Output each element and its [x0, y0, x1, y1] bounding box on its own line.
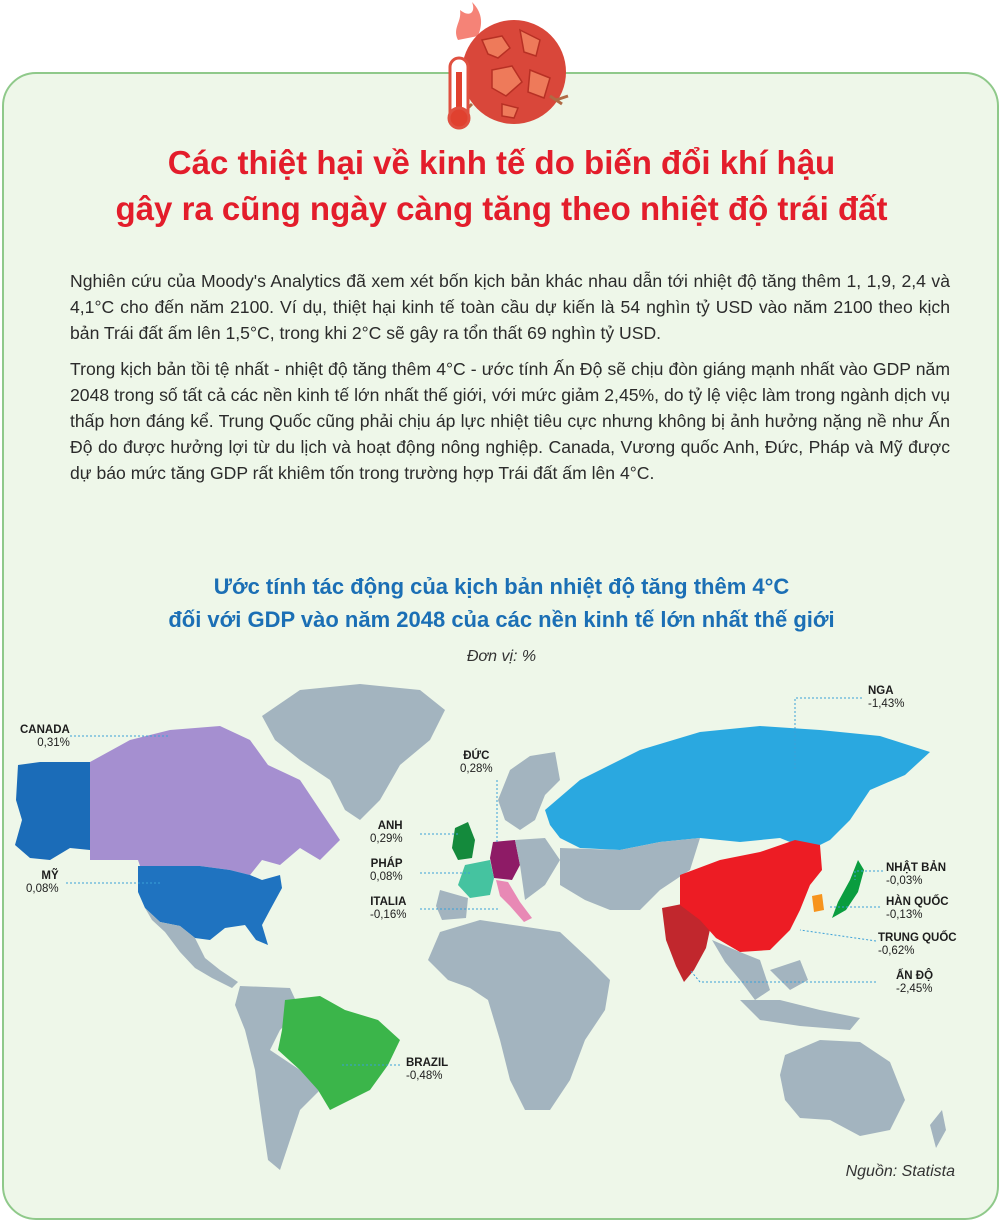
- region-korea: [812, 894, 824, 912]
- label-brazil: BRAZIL -0,48%: [406, 1057, 449, 1082]
- region-central-asia: [560, 838, 700, 910]
- intro-paragraph-1: Nghiên cứu của Moody's Analytics đã xem xét bốn kịch bản khác nhau dẫn tới nhiệt độ tăng thêm 1, 1,9, 2,4 và 4,1°C cho đến năm 2100. Ví dụ, thiệt hại kinh tế toàn cầu dự kiến là 54 nghìn tỷ USD vào năm 2100 theo kịch bản Trái đất ấm lên 1,5°C, trong khi 2°C sẽ gây ra tổn thất 69 nghìn tỷ USD.: [70, 271, 950, 343]
- page-title: [0, 140, 1003, 232]
- intro-paragraph-2: Trong kịch bản tồi tệ nhất - nhiệt độ tăng thêm 4°C - ước tính Ấn Độ sẽ chịu đòn giáng mạnh nhất vào GDP năm 2048 trong số tất cả các nền kinh tế lớn nhất thế giới, với mức giảm 2,45%, do tỷ lệ việc làm trong ngành dịch vụ thấp hơn đáng kể. Trung Quốc cũng phải chịu áp lực nhiệt tiêu cực nhưng không bị ảnh hưởng nặng nề như Ấn Độ do được hưởng lợi từ du lịch và hoạt động nông nghiệp. Canada, Vương quốc Anh, Đức, Pháp và Mỹ được dự báo mức tăng GDP rất khiêm tốn trong trường hợp Trái đất ấm lên 4°C.: [70, 359, 950, 483]
- region-france: [458, 860, 494, 898]
- label-russia: NGA -1,43%: [868, 685, 905, 710]
- title-line-2: gây ra cũng ngày càng tăng theo nhiệt độ trái đất: [115, 190, 888, 227]
- label-usa: MỸ 0,08%: [26, 870, 59, 895]
- region-russia: [545, 726, 930, 850]
- title-line-1: Các thiệt hại về kinh tế do biến đổi khí hậu: [167, 144, 836, 181]
- label-italy: ITALIA -0,16%: [370, 896, 407, 921]
- world-map: [0, 670, 1003, 1190]
- intro-text: [70, 268, 950, 496]
- label-france: PHÁP 0,08%: [370, 858, 403, 883]
- chart-title: [0, 570, 1003, 636]
- label-india: ẤN ĐỘ -2,45%: [896, 970, 934, 995]
- label-korea: HÀN QUỐC -0,13%: [886, 896, 949, 921]
- region-japan: [832, 860, 864, 918]
- chart-title-line-2: đối với GDP vào năm 2048 của các nền kinh tế lớn nhất thế giới: [168, 607, 835, 632]
- region-usa: [138, 866, 282, 945]
- label-uk: ANH 0,29%: [370, 820, 403, 845]
- world-map-svg: [0, 670, 1003, 1190]
- label-china: TRUNG QUỐC -0,62%: [878, 932, 957, 957]
- label-japan: NHẬT BẢN -0,03%: [886, 862, 947, 887]
- region-germany: [490, 840, 520, 880]
- label-germany: ĐỨC 0,28%: [460, 750, 493, 775]
- chart-title-line-1: Ước tính tác động của kịch bản nhiệt độ tăng thêm 4°C: [213, 574, 790, 599]
- region-australia: [780, 1040, 905, 1136]
- region-new-zealand: [930, 1110, 946, 1148]
- label-canada: CANADA 0,31%: [20, 724, 70, 749]
- region-indonesia: [740, 1000, 860, 1030]
- unit-label: Đơn vị: %: [466, 648, 537, 665]
- region-africa: [428, 920, 610, 1110]
- region-alaska: [15, 762, 90, 860]
- burning-globe-icon: [432, 0, 572, 140]
- region-uk: [452, 822, 475, 860]
- source-note: Nguồn: Statista: [845, 1163, 955, 1180]
